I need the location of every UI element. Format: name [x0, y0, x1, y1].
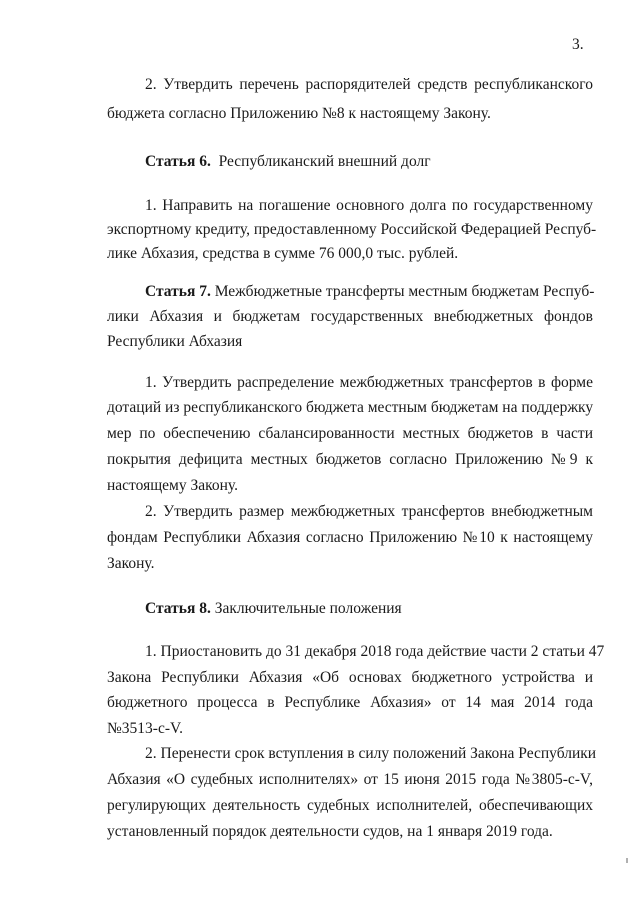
article-title: Республиканский внешний долг: [218, 153, 431, 170]
text-line: экспортному кредиту, предоставленному Российской Федерацией Респуб-: [107, 221, 597, 238]
text-line: покрытия дефицита местных бюджетов согласно Приложению №9 к: [107, 451, 593, 468]
text-line: настоящему Закону.: [107, 477, 238, 494]
article-label: Статья 6.: [145, 153, 211, 170]
article-label: Статья 7.: [145, 283, 211, 300]
text-line: 2. Утвердить размер межбюджетных трансфертов внебюджетным: [145, 503, 593, 520]
text-line: Закона Республики Абхазия «Об основах бюджетного устройства и: [107, 669, 593, 686]
text-line: регулирующих деятельность судебных исполнителей, обеспечивающих: [107, 797, 593, 814]
text-line: [145, 282, 593, 302]
text-line: фондам Республики Абхазия согласно Приложению №10 к настоящему: [107, 529, 593, 546]
article-label: Статья 8.: [145, 600, 211, 617]
text-line: бюджета согласно Приложению №8 к настоящему Закону.: [107, 105, 491, 122]
text-line: 2. Утвердить перечень распорядителей средств республиканского: [145, 76, 593, 93]
text-line: дотаций из республиканского бюджета местным бюджетам на поддержку: [107, 399, 594, 416]
article6-heading: [145, 152, 593, 172]
text-line: 1. Направить на погашение основного долга по государственному: [145, 197, 593, 214]
text-line: 1. Приостановить до 31 декабря 2018 года действие части 2 статьи 47: [145, 643, 605, 660]
text-line: лике Абхазия, средства в сумме 76 000,0 тыс. рублей.: [107, 245, 459, 262]
text-line: 1. Утвердить распределение межбюджетных трансфертов в форме: [145, 374, 593, 391]
scan-artifact: [626, 858, 628, 863]
text-line: №3513-с-V.: [107, 720, 184, 737]
article8-heading: [145, 599, 593, 619]
article-title: Межбюджетные трансферты местным бюджетам Респуб-: [214, 283, 595, 300]
text-line: Абхазия «О судебных исполнителях» от 15 июня 2015 года №3805-с-V,: [107, 771, 593, 788]
text-line: Республики Абхазия: [107, 333, 243, 350]
page-number: 3.: [572, 36, 584, 53]
text-line: Закону.: [107, 555, 155, 572]
text-line: бюджетного процесса в Республике Абхазия» от 14 мая 2014 года: [107, 694, 593, 711]
text-line: мер по обеспечению сбалансированности местных бюджетов в части: [107, 425, 593, 442]
text-line: лики Абхазия и бюджетам государственных внебюджетных фондов: [107, 308, 593, 325]
text-line: установленный порядок деятельности судов, на 1 января 2019 года.: [107, 823, 553, 840]
article-title: Заключительные положения: [214, 600, 402, 617]
text-line: 2. Перенести срок вступления в силу положений Закона Республики: [145, 745, 597, 762]
